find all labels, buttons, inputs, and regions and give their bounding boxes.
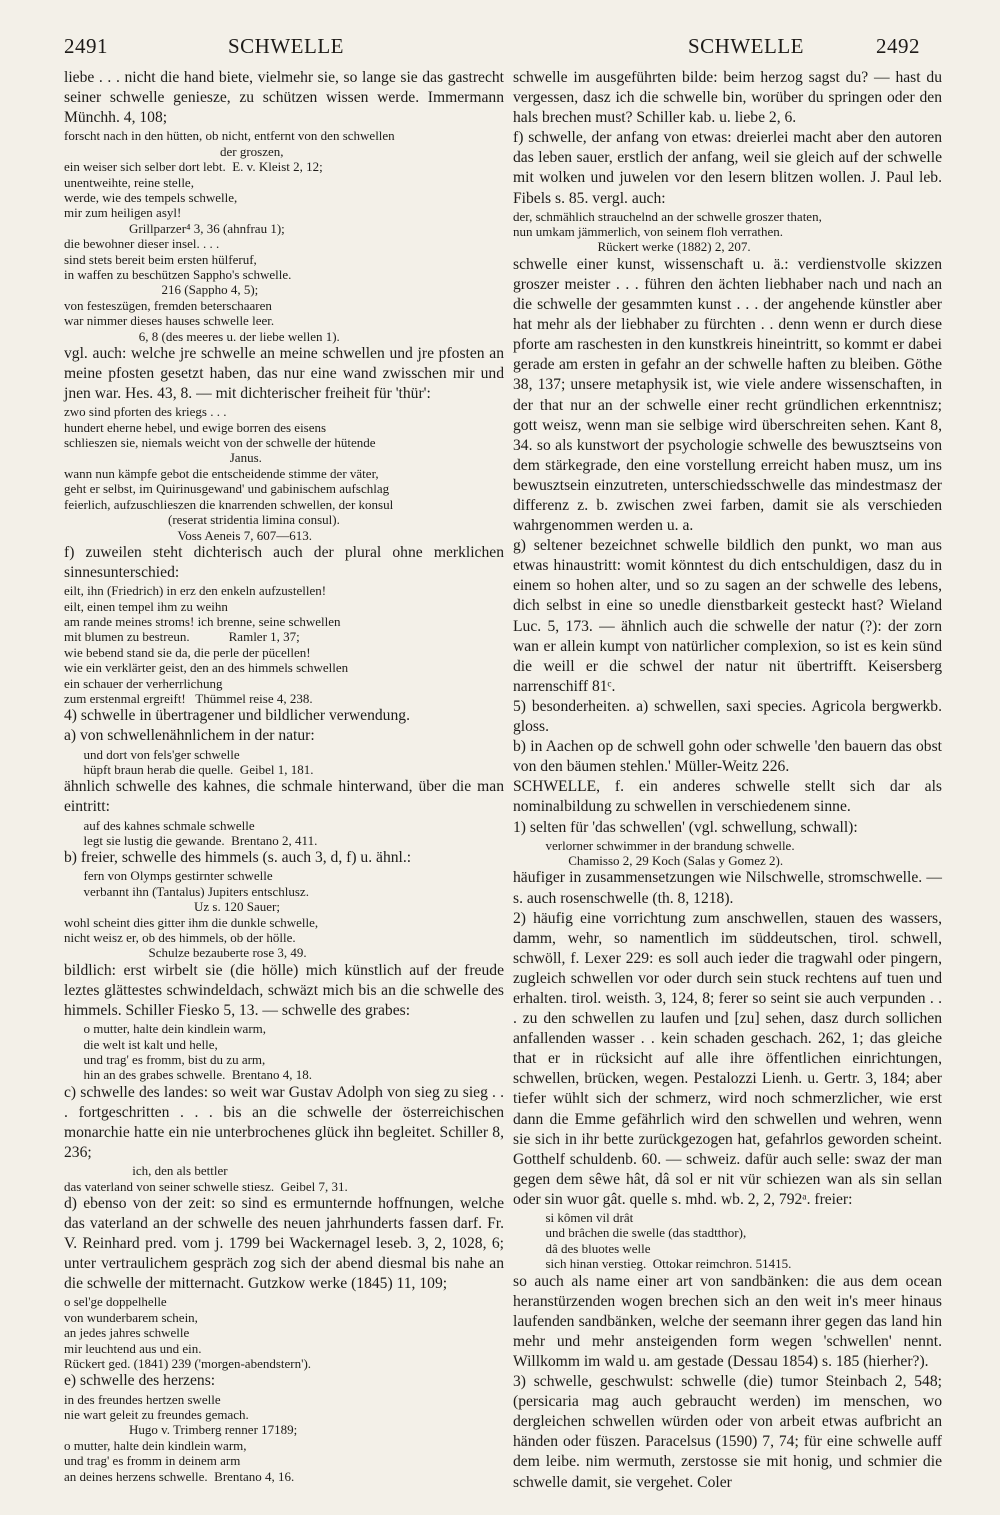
entry-paragraph: e) schwelle des herzens: (64, 1372, 216, 1390)
quotation-block (64, 1021, 504, 1083)
quotation-block (513, 1210, 942, 1272)
quotation-block (64, 1294, 504, 1371)
entry-paragraph: f) zuweilen steht dichterisch auch der plural ohne merklichen sinnesunterschied: (64, 543, 504, 581)
quotation-line: legt sie lustig die gewande. Brentano 2, 411. (64, 832, 318, 848)
quotation-line: Uz s. 120 Sauer; (64, 899, 280, 915)
running-title-right: SCHWELLE (688, 34, 804, 58)
quotation-line: sind stets bereit beim ersten hülferuf, (64, 251, 257, 267)
quotation-line: die bewohner dieser insel. . . . (64, 236, 220, 252)
quotation-line: der, schmählich strauchelnd an der schwelle groszer thaten, (513, 208, 822, 224)
quotation-line: verlorner schwimmer in der brandung schwelle. (513, 837, 795, 853)
quotation-line: auf des kahnes schmale schwelle (64, 817, 255, 833)
quotation-line: dâ des bluotes welle (513, 1240, 651, 1256)
right-column (513, 68, 942, 1493)
entry-paragraph: b) freier, schwelle des himmels (s. auch 3, d, f) u. ähnl.: (64, 849, 412, 867)
quotation-line: und trag' es fromm, bist du zu arm, (64, 1051, 266, 1067)
quotation-line: Hugo v. Trimberg renner 17189; (64, 1422, 298, 1438)
entry-paragraph: f) schwelle, der anfang von etwas: dreierlei macht aber den autoren das leben sauer, erstlich der anfang, weil sie gleich auf der schwelle mit wolken und juwelen vor den lesern blitzen wollen. J. Paul leb. Fibels s. 85. vergl. auch: (513, 129, 942, 207)
entry-paragraph: 1) selten für 'das schwellen' (vgl. schwellung, schwall): (513, 818, 858, 836)
quotation-line: wann nun kämpfe gebot die entscheidende stimme der väter, (64, 465, 379, 481)
quotation-line: o mutter, halte dein kindlein warm, (64, 1021, 267, 1037)
quotation-block (64, 298, 504, 344)
quotation-line: ein weiser sich selber dort lebt. E. v. Kleist 2, 12; (64, 159, 323, 175)
quotation-block (64, 1392, 504, 1484)
quotation-block (64, 128, 504, 174)
quotation-line: zum erstenmal ergreift! Thümmel reise 4, 238. (64, 690, 313, 706)
quotation-line: zwo sind pforten des kriegs . . . (64, 404, 227, 420)
entry-paragraph: vgl. auch: welche jre schwelle an meine schwellen und jre pfosten an meine pfosten gesetzt haben, das nur eine wand zwisschen mir und jnen war. Hes. 43, 8. — mit dichterischer freiheit für 'thür': (64, 344, 504, 403)
quotation-line: (reserat stridentia limina consul). (64, 512, 340, 528)
quotation-line: hüpft braun herab die quelle. Geibel 1, 181. (64, 761, 314, 777)
entry-paragraph: häufiger in zusammensetzungen wie Nilschwelle, stromschwelle. — s. auch rosenschwelle (th. 8, 1218). (513, 869, 942, 907)
quotation-line: 6, 8 (des meeres u. der liebe wellen 1). (64, 328, 340, 344)
quotation-line: 216 (Sappho 4, 5); (64, 282, 259, 298)
quotation-line: werde, wie des tempels schwelle, (64, 189, 238, 205)
entry-paragraph: a) von schwellenähnlichem in der natur: (64, 727, 315, 745)
left-column (64, 68, 504, 1484)
quotation-line: feierlich, aufzuschlieszen die knarrenden schwellen, der konsul (64, 496, 394, 512)
quotation-line: eilt, einen tempel ihm zu weihn (64, 598, 228, 614)
quotation-line: schlieszen sie, niemals weicht von der schwelle der hütende (64, 435, 376, 451)
quotation-line: wie ein verklärter geist, den an des himmels schwellen (64, 660, 349, 676)
quotation-line: eilt, ihn (Friedrich) in erz den enkeln aufzustellen! (64, 583, 327, 599)
quotation-line: von festeszügen, fremden beterschaaren (64, 297, 272, 313)
page-number-left: 2491 (64, 34, 108, 58)
entry-paragraph: bildlich: erst wirbelt sie (die hölle) mich künstlich auf der freude leztes glättestes schwindeldach, schwäzt mich bis an die schwelle des himmels. Schiller Fiesko 5, 13. — schwelle des grabes: (64, 961, 504, 1020)
entry-paragraph: liebe . . . nicht die hand biete, vielmehr sie, so lange sie das gastrecht seiner schwelle geniesze, zu schützen wissen werde. Immermann Münchh. 4, 108; (64, 69, 504, 127)
quotation-line: nicht weisz er, ob des himmels, ob der hölle. (64, 930, 296, 946)
quotation-line: mir leuchtend aus und ein. (64, 1340, 202, 1356)
quotation-line: o mutter, halte dein kindlein warm, (64, 1437, 247, 1453)
entry-paragraph: 5) besonderheiten. a) schwellen, saxi species. Agricola bergwerkb. gloss. (513, 697, 942, 736)
entry-paragraph: SCHWELLE, f. ein anderes schwelle stellt sich dar als nominalbildung zu schwellen in verschiedenem sinne. (513, 778, 942, 816)
entry-paragraph: b) in Aachen op de schwell gohn oder schwelle 'den bauern das obst von den bäumen stehlen.' Müller-Weitz 226. (513, 738, 942, 776)
quotation-line: und dort von fels'ger schwelle (64, 746, 240, 762)
quotation-block (64, 818, 504, 849)
quotation-line: hundert eherne hebel, und ewige borren des eisens (64, 419, 327, 435)
quotation-line: Grillparzer⁴ 3, 36 (ahnfrau 1); (64, 220, 285, 236)
quotation-line: si kômen vil drât (513, 1210, 634, 1225)
entry-paragraph: g) seltener bezeichnet schwelle bildlich den punkt, wo man aus etwas hinaustritt: womit könntest du dich entschuldigen, dasz du in einem so hohen alter, und so zu sagen an der schwelle des lebens, dich selbst in eine so unedle dienstbarkeit gesteckt hast? Wieland Luc. 5, 173. — ähnlich auch die schwelle der natur (?): der zorn wan er allein kumpt von natürlicher complexion, so ist es kein sünd die weill er die schwel der natur nit übertrifft. Keisersberg narrenschiff 81ᶜ. (513, 537, 942, 695)
quotation-line: ein schauer der verherrlichung (64, 675, 223, 691)
quotation-line: Chamisso 2, 29 Koch (Salas y Gomez 2). (513, 853, 784, 868)
quotation-line: nun umkam jämmerlich, von seinem floh verrathen. (513, 224, 784, 240)
quotation-line: die welt ist kalt und helle, (64, 1036, 218, 1052)
quotation-block (513, 838, 942, 869)
quotation-line: fern von Olymps gestirnter schwelle (64, 868, 273, 884)
quotation-line: wohl scheint dies gitter ihm die dunkle schwelle, (64, 914, 319, 930)
quotation-line: und brâchen die swelle (das stadtthor), (513, 1225, 747, 1241)
quotation-line: der groszen, (64, 143, 284, 159)
entry-paragraph: schwelle im ausgeführten bilde: beim herzog sagst du? — hast du vergessen, dasz ich die schwelle bin, worüber du springen oder den hals brechen must? Schiller kab. u. liebe 2, 6. (513, 69, 942, 127)
quotation-line: Voss Aeneis 7, 607—613. (64, 527, 312, 543)
quotation-line: mir zum heiligen asyl! (64, 205, 182, 221)
quotation-line: Rückert ged. (1841) 239 ('morgen-abendstern'). (64, 1356, 312, 1372)
quotation-line: nie wart geleit zu freundes gemach. (64, 1406, 249, 1422)
quotation-line: Janus. (64, 450, 262, 466)
quotation-block (513, 209, 942, 255)
quotation-line: das vaterland von seiner schwelle stiesz. Geibel 7, 31. (64, 1178, 348, 1194)
quotation-line: Rückert werke (1882) 2, 207. (513, 239, 751, 255)
quotation-line: forscht nach in den hütten, ob nicht, entfernt von den schwellen (64, 128, 395, 144)
entry-paragraph: c) schwelle des landes: so weit war Gustav Adolph von sieg zu sieg . . . fortgeschritten . . . bis an die schwelle der österreichischen monarchie hatte ein nie unterbrochenes glück ihn begleitet. Schiller 8, 236; (64, 1083, 504, 1162)
quotation-block (64, 868, 504, 960)
quotation-block (64, 175, 504, 237)
quotation-line: von wunderbarem schein, (64, 1309, 198, 1325)
entry-paragraph: ähnlich schwelle des kahnes, die schmale hinterwand, über die man eintritt: (64, 778, 504, 816)
quotation-line: unentweihte, reine stelle, (64, 174, 194, 190)
page-number-right: 2492 (876, 34, 920, 58)
quotation-line: geht er selbst, im Quirinusgewand' und gabinischem aufschlag (64, 481, 390, 497)
quotation-block (64, 1163, 504, 1194)
quotation-line: an jedes jahres schwelle (64, 1325, 190, 1341)
quotation-line: ich, den als bettler (64, 1163, 228, 1179)
quotation-block (64, 236, 504, 298)
quotation-line: wie bebend stand sie da, die perle der pücellen! (64, 644, 311, 660)
quotation-line: o sel'ge doppelhelle (64, 1294, 167, 1310)
quotation-line: in waffen zu beschützen Sappho's schwelle. (64, 266, 292, 282)
running-title-left: SCHWELLE (228, 34, 344, 58)
entry-paragraph: 3) schwelle, geschwulst: schwelle (die) tumor Steinbach 2, 548; (persicaria mag auch gebraucht werden) im menschen, wo dergleichen schwellen würden oder von arbeit etwas aufbricht an händen oder füszen. Paracelsus (1590) 7, 74; für eine schwelle auff dem leibe. nim wermuth, zerstosse sie mit honig, und schmier die schwelle damit, sie vergehet. Coler (513, 1373, 942, 1491)
entry-paragraph: so auch als name einer art von sandbänken: die aus dem ocean heranstürzenden wogen brechen sich an den weit in's meer hinaus laufenden sandbänken, welche der seemann ihrer gegen das land hin mehr und mehr ansteigenden form wegen 'schwellen' nennt. Willkomm im wald u. am gestade (Dessau 1854) s. 185 (hierher?). (513, 1272, 942, 1370)
quotation-line: an deines herzens schwelle. Brentano 4, 16. (64, 1468, 295, 1484)
entry-paragraph: 2) häufig eine vorrichtung zum anschwellen, stauen des wassers, damm, wehr, so namentlich im süddeutschen, tirol. schwell, schwöll, f. Lexer 229: es soll auch ieder die tragwahl oder pingern, zugleich schwellen vor oder durch sein stuck rechtens auf tuen und erhalten. tirol. weisth. 3, 124, 8; ferer so seint sie auch verpunden . . . zu den schwellen zu laufen und [zu] sehen, dasz durch sollichen anfallenden wasser . . kein schaden geschach. 262, 1; das gleiche that er in rücksicht auf alle ihre öffentlichen einrichtungen, schwellen, brücken, wegen. Pestalozzi Lienh. u. Gertr. 3, 184; aber tiefer wühlt sich der schmerz, wird noch schmerzlicher, wie erst dann die Emme gefährlich wird den schwellen und wehren, wenn sie sich in ihr bette zurückgezogen hat, gefahrlos geworden scheint. Gotthelf schuldenb. 60. — schweiz. dafür auch selle: swaz der man gegen dem sêwe hât, dâ sol er nit vür schiezen wan als sin sellan oder sin wuor gât. quelle s. mhd. wb. 2, 2, 792ᵃ. freier: (513, 909, 942, 1208)
quotation-line: in des freundes hertzen swelle (64, 1391, 221, 1407)
quotation-line: mit blumen zu bestreun. Ramler 1, 37; (64, 629, 300, 645)
entry-paragraph: schwelle einer kunst, wissenschaft u. ä.: verdienstvolle skizzen groszer meister . . . führen den ächten liebhaber nach und nach an die schwelle der gesammten kunst . . . der angehende künstler aber hat mehr als der liebhaber zu fürchten . . denn wenn er durch diese pforte am raschesten in den kunstkreis hineintritt, so kommt er dabei gerade am ersten in gefahr an der schwelle haften zu bleiben. Göthe 38, 137; unsere metaphysik ist, wie viele andere wissenschaften, in der that nur an der schwelle einer recht gründlichen erkenntnisz; gott weisz, wenn man sie selbige wird überschreiten sehen. Kant 8, 34. so als kunstwort der psychologie schwelle des bewusztseins von dem stärkegrade, den eine vorstellung erreicht haben musz, um ins bewusztsein einzutreten, unterschiedsschwelle das mindestmasz der differenz z. b. zwischen zwei farben, damit sie als verschieden wahrgenommen werden u. a. (513, 255, 942, 535)
entry-paragraph: d) ebenso von der zeit: so sind es ermunternde hoffnungen, welche das vaterland an der schwelle des neuen jahrhunderts fassen darf. Fr. V. Reinhard pred. vom j. 1799 bei Wackernagel leseb. 3, 2, 1028, 6; unter vertraulichem gespräch zog sich der abend diesmal bis nahe an die schwelle der mitternacht. Gutzkow werke (1845) 11, 109; (64, 1194, 504, 1293)
quotation-line: sich hinan verstieg. Ottokar reimchron. 51415. (513, 1256, 792, 1272)
quotation-block (64, 404, 504, 543)
quotation-line: verbannt ihn (Tantalus) Jupiters entschlusz. (64, 883, 309, 899)
quotation-line: am rande meines stroms! ich brenne, seine schwellen (64, 613, 341, 629)
quotation-line: hin an des grabes schwelle. Brentano 4, 18. (64, 1067, 313, 1083)
quotation-block (64, 583, 504, 706)
quotation-line: Schulze bezauberte rose 3, 49. (64, 945, 307, 961)
quotation-line: war nimmer dieses hauses schwelle leer. (64, 313, 275, 329)
quotation-block (64, 747, 504, 778)
page-header (0, 0, 1000, 64)
entry-paragraph: 4) schwelle in übertragener und bildlicher verwendung. (64, 707, 410, 725)
quotation-line: und trag' es fromm in deinem arm (64, 1453, 241, 1469)
